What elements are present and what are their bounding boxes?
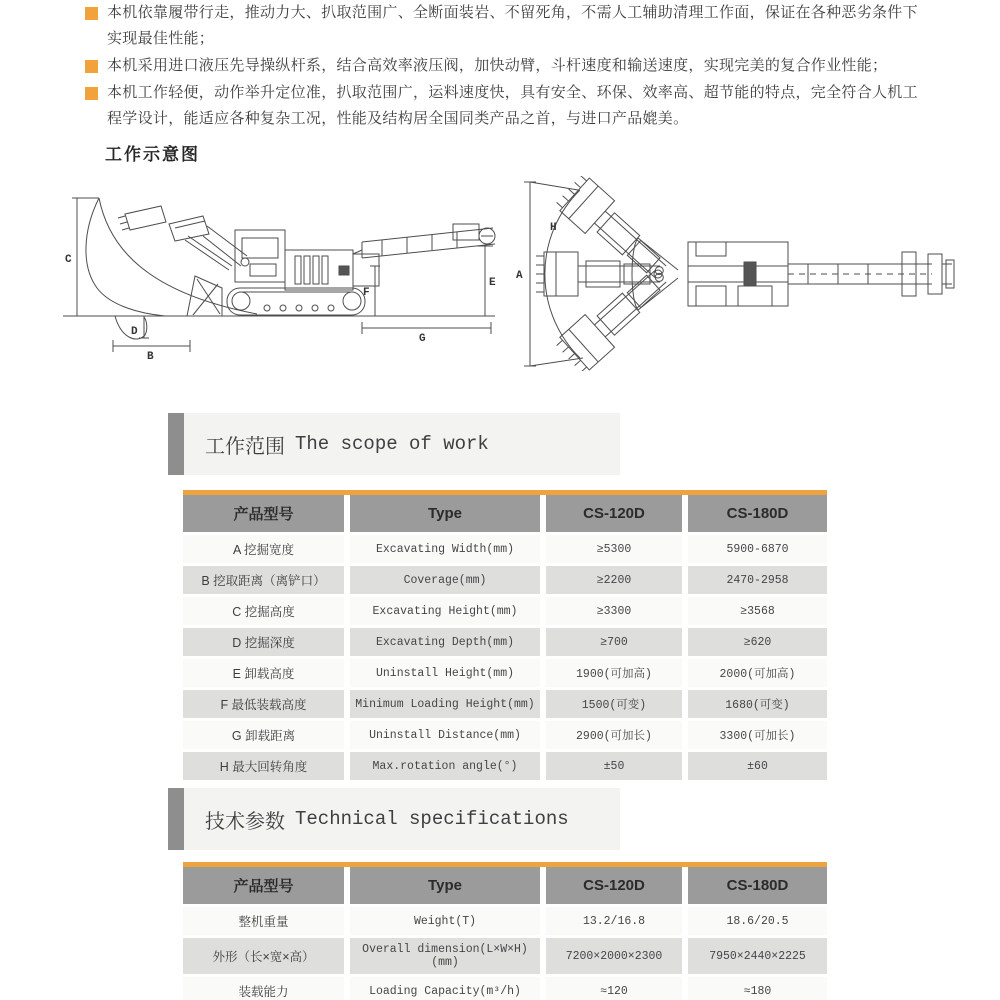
scope-table-wrap — [183, 490, 827, 780]
column-header-model: 产品型号 — [183, 495, 347, 534]
row-label: E 卸载高度 — [183, 658, 347, 689]
dim-label-g: G — [419, 333, 426, 345]
orange-bullet-icon — [85, 87, 98, 100]
spec-section-header — [168, 788, 620, 850]
row-type: Excavating Width(mm) — [347, 534, 543, 565]
table-row — [183, 534, 827, 565]
feature-list — [85, 0, 927, 133]
feature-text: 本机采用进口液压先导操纵杆系，结合高效率液压阀，加快动臂，斗杆速度和输送速度，实现完美的复合作业性能； — [107, 57, 888, 74]
value-cs180d: ≥620 — [685, 627, 827, 658]
row-type: Excavating Depth(mm) — [347, 627, 543, 658]
column-header-cs180d: CS-180D — [685, 495, 827, 534]
column-header-type: Type — [347, 495, 543, 534]
row-label: H 最大回转角度 — [183, 751, 347, 781]
table-row — [183, 596, 827, 627]
value-cs120d: ≥2200 — [543, 565, 685, 596]
column-header-type: Type — [347, 867, 543, 906]
feature-text: 本机工作轻便，动作举升定位准，扒取范围广，运料速度快，具有安全、环保、效率高、超节能的特点，完全符合人机工程学设计，能适应各种复杂工况，性能及结构居全国同类产品之首，与进口产品媲美。 — [107, 84, 918, 127]
value-cs180d: ±60 — [685, 751, 827, 781]
table-row — [183, 906, 827, 937]
column-header-cs180d: CS-180D — [685, 867, 827, 906]
dim-label-b: B — [147, 351, 154, 363]
value-cs120d: 1900(可加高) — [543, 658, 685, 689]
column-header-cs120d: CS-120D — [543, 495, 685, 534]
value-cs120d: ≥5300 — [543, 534, 685, 565]
section-title-en: Technical specifications — [295, 808, 569, 830]
column-header-model: 产品型号 — [183, 867, 347, 906]
table-row — [183, 720, 827, 751]
top-view-diagram — [498, 176, 958, 371]
value-cs120d: 13.2/16.8 — [543, 906, 685, 937]
scope-table — [183, 495, 827, 780]
feature-item — [85, 53, 927, 79]
dim-label-h: H — [550, 222, 557, 234]
row-type: Uninstall Distance(mm) — [347, 720, 543, 751]
row-label: 整机重量 — [183, 906, 347, 937]
row-label: A 挖掘宽度 — [183, 534, 347, 565]
section-title-en: The scope of work — [295, 433, 489, 455]
value-cs120d: ±50 — [543, 751, 685, 781]
dim-label-a: A — [516, 270, 523, 282]
row-type: Max.rotation angle(°) — [347, 751, 543, 781]
value-cs180d: 18.6/20.5 — [685, 906, 827, 937]
section-title-zh: 技术参数 — [205, 810, 285, 833]
value-cs180d: 2470-2958 — [685, 565, 827, 596]
value-cs120d: ≥700 — [543, 627, 685, 658]
row-type: Coverage(mm) — [347, 565, 543, 596]
row-type: Uninstall Height(mm) — [347, 658, 543, 689]
row-type: Minimum Loading Height(mm) — [347, 689, 543, 720]
table-row — [183, 751, 827, 781]
table-row — [183, 627, 827, 658]
table-header-row — [183, 495, 827, 534]
spec-table — [183, 867, 827, 1000]
feature-item — [85, 80, 927, 132]
dim-label-e: E — [489, 277, 496, 289]
orange-bullet-icon — [85, 60, 98, 73]
value-cs120d: ≈120 — [543, 976, 685, 1000]
side-view-diagram — [57, 178, 502, 378]
value-cs180d: 5900-6870 — [685, 534, 827, 565]
row-label: 外形（长×宽×高） — [183, 937, 347, 976]
table-row — [183, 976, 827, 1000]
value-cs180d: 1680(可变) — [685, 689, 827, 720]
row-label: D 挖掘深度 — [183, 627, 347, 658]
dim-label-d: D — [131, 326, 138, 338]
feature-text: 本机依靠履带行走，推动力大、扒取范围广、全断面装岩、不留死角，不需人工辅助清理工作面，保证在各种恶劣条件下实现最佳性能； — [107, 4, 918, 47]
feature-item — [85, 0, 927, 52]
orange-bullet-icon — [85, 7, 98, 20]
scope-section-header — [168, 413, 620, 475]
value-cs120d: 7200×2000×2300 — [543, 937, 685, 976]
value-cs120d: ≥3300 — [543, 596, 685, 627]
row-label: C 挖掘高度 — [183, 596, 347, 627]
row-label: F 最低装载高度 — [183, 689, 347, 720]
row-type: Loading Capacity(m³/h) — [347, 976, 543, 1000]
value-cs180d: 7950×2440×2225 — [685, 937, 827, 976]
table-row — [183, 689, 827, 720]
section-title-zh: 工作范围 — [205, 435, 285, 458]
value-cs180d: ≥3568 — [685, 596, 827, 627]
row-label: B 挖取距离（离铲口） — [183, 565, 347, 596]
section-bar — [168, 413, 184, 475]
dim-label-c: C — [65, 254, 72, 266]
table-row — [183, 565, 827, 596]
row-label: G 卸载距离 — [183, 720, 347, 751]
value-cs120d: 2900(可加长) — [543, 720, 685, 751]
table-header-row — [183, 867, 827, 906]
value-cs180d: ≈180 — [685, 976, 827, 1000]
value-cs120d: 1500(可变) — [543, 689, 685, 720]
spec-table-wrap — [183, 862, 827, 1000]
table-row — [183, 937, 827, 976]
row-label: 装载能力 — [183, 976, 347, 1000]
working-diagram-heading: 工作示意图 — [105, 145, 200, 164]
value-cs180d: 2000(可加高) — [685, 658, 827, 689]
value-cs180d: 3300(可加长) — [685, 720, 827, 751]
dim-label-f: F — [363, 287, 370, 299]
section-bar — [168, 788, 184, 850]
table-row — [183, 658, 827, 689]
row-type: Weight(T) — [347, 906, 543, 937]
row-type: Excavating Height(mm) — [347, 596, 543, 627]
column-header-cs120d: CS-120D — [543, 867, 685, 906]
row-type: Overall dimension(L×W×H)(mm) — [347, 937, 543, 976]
